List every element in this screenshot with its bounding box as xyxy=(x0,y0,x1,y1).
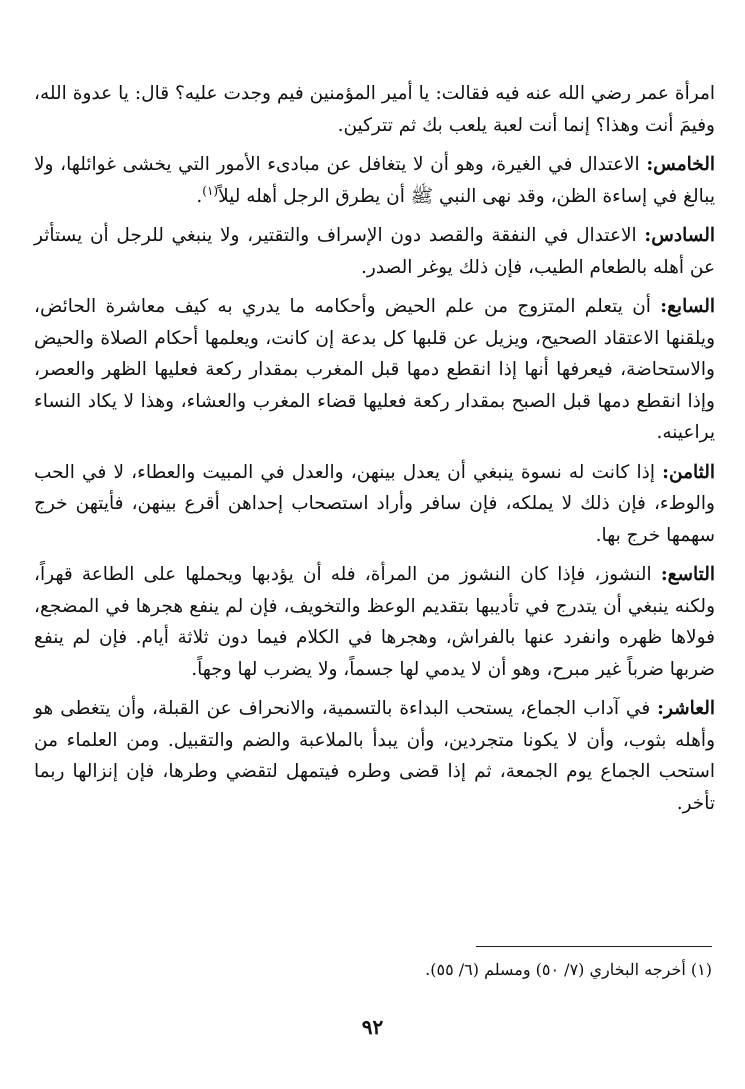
footnote: (١) أخرجه البخاري (٧/ ٥٠) ومسلم (٦/ ٥٥). xyxy=(425,960,712,979)
paragraph-fifth-text: الاعتدال في الغيرة، وهو أن لا يتغافل عن مبادىء الأمور التي يخشى غوائلها، ولا يبالغ في إساءة الظن، وقد نهى النبي ﷺ أن يطرق الرجل أهله ليلاً xyxy=(34,154,715,207)
paragraph-fifth xyxy=(34,149,715,212)
paragraph-sixth-heading: السادس: xyxy=(644,225,715,246)
footnote-divider xyxy=(476,946,712,947)
paragraph-seventh-text: أن يتعلم المتزوج من علم الحيض وأحكامه ما يدري به كيف معاشرة الحائض، ويلقنها الاعتقاد الصحيح، ويزيل عن قلبها كل بدعة إن كانت، ويعلمها أحكام الصلاة والحيض والاستحاضة، فيعرفها أنها إذا انقطع دمها قبل المغرب بمقدار ركعة فعليها الظهر والعصر، وإذا انقطع دمها قبل الصبح بمقدار ركعة فعليها قضاء المغرب والعشاء، وهذا لا يكاد النساء يراعينه. xyxy=(34,296,715,443)
paragraph-ninth-heading: التاسع: xyxy=(660,564,715,585)
footnote-reference[interactable]: (١) xyxy=(202,183,219,198)
paragraph-seventh xyxy=(34,291,715,449)
paragraph-fifth-heading: الخامس: xyxy=(646,154,715,175)
paragraph-tenth-text: في آداب الجماع، يستحب البداءة بالتسمية، والانحراف عن القبلة، وأن يتغطى هو وأهله بثوب، وأن لا يكونا متجردين، وأن يبدأ بالملاعبة والضم والتقبيل. ومن العلماء من استحب الجماع يوم الجمعة، ثم إذا قضى وطره فيتمهل لتقضي وطرها، فإن إنزالها ربما تأخر. xyxy=(34,698,715,814)
paragraph-eighth-heading: الثامن: xyxy=(662,461,715,483)
paragraph-tenth-heading: العاشر: xyxy=(657,698,715,719)
paragraph-ninth xyxy=(34,559,715,685)
page-number: ٩٢ xyxy=(361,1015,384,1039)
paragraph-tenth xyxy=(34,693,715,819)
paragraph-ninth-text: النشوز، فإذا كان النشوز من المرأة، فله أن يؤدبها ويحملها على الطاعة قهراً، ولكنه ينبغي أن يتدرج في تأديبها بتقديم الوعظ والتخويف، فإن لم ينفع هجرها في المضجع، فولاها ظهره وانفرد عنها بالفراش، وهجرها في الكلام فيما دون ثلاثة أيام. فإن لم ينفع ضربها ضرباً غير مبرح، وهو أن لا يدمي لها جسماً، ولا يضرب لها وجهاً. xyxy=(34,564,715,680)
paragraph-seventh-heading: السابع: xyxy=(660,296,715,317)
paragraph-eighth xyxy=(34,457,715,552)
paragraph-fifth-tail: . xyxy=(196,185,203,207)
paragraph-eighth-text: إذا كانت له نسوة ينبغي أن يعدل بينهن، والعدل في المبيت والعطاء، لا في الحب والوطء، فإن ذلك لا يملكه، فإن سافر وأراد استصحاب إحداهن أقرع بينهن، فأيتهن خرج سهمها خرج بها. xyxy=(34,461,715,546)
paragraph-intro-text: امرأة عمر رضي الله عنه فيه فقالت: يا أمير المؤمنين فيم وجدت عليه؟ قال: يا عدوة الله، وفيمَ أنت وهذا؟ إنما أنت لعبة يلعب بك ثم تتركين. xyxy=(34,83,715,136)
paragraph-sixth-text: الاعتدال في النفقة والقصد دون الإسراف والتقتير، ولا ينبغي للرجل أن يستأثر عن أهله بالطعام الطيب، فإن ذلك يوغر الصدر. xyxy=(34,225,715,278)
page-body xyxy=(34,78,715,827)
paragraph-sixth xyxy=(34,220,715,283)
paragraph-intro xyxy=(34,78,715,141)
